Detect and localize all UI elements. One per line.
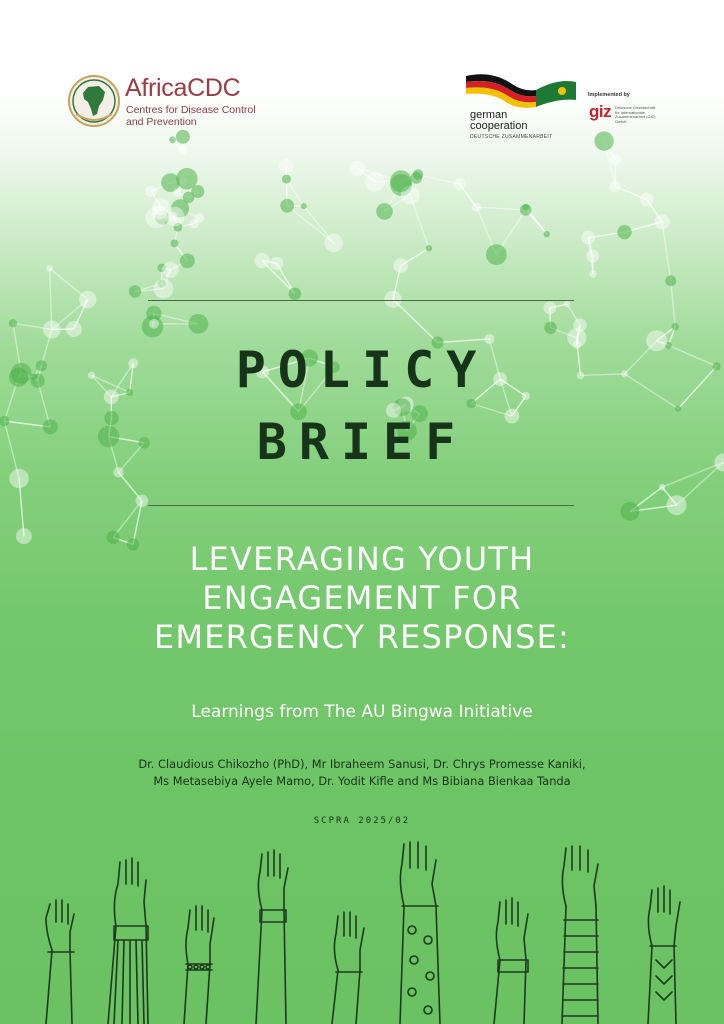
molecule-node xyxy=(586,250,599,263)
molecule-node xyxy=(454,178,466,190)
hand-5 xyxy=(332,912,364,1024)
german-line1: german xyxy=(470,109,508,121)
molecule-node xyxy=(162,262,178,278)
giz-logo xyxy=(588,92,668,132)
molecule-node xyxy=(589,270,596,277)
molecule-node xyxy=(390,170,412,192)
molecule-node xyxy=(544,302,557,315)
molecule-node xyxy=(564,301,571,308)
africa-cdc-name: AfricaCDC xyxy=(125,74,241,102)
molecule-node xyxy=(289,288,302,301)
molecule-node xyxy=(617,225,631,239)
molecule-node xyxy=(180,254,195,269)
molecule-node xyxy=(581,231,595,245)
top-divider xyxy=(148,300,574,301)
giz-wordmark: giz xyxy=(589,102,612,121)
africa-cdc-subtitle-line2: and Prevention xyxy=(126,116,197,128)
brief-label: BRIEF xyxy=(256,413,468,471)
molecule-node xyxy=(659,484,665,490)
molecule-node xyxy=(365,172,385,192)
molecule-node xyxy=(178,145,188,155)
molecule-node xyxy=(675,406,681,412)
molecule-node xyxy=(9,319,17,327)
molecule-node xyxy=(426,245,432,251)
deutsche-zusammenarbeit-text: DEUTSCHE ZUSAMMENARBEIT xyxy=(470,134,553,140)
giz-full-name: Deutsche Gesellschaft für Internationale Zusammenarbeit (GIZ) GmbH xyxy=(615,105,656,124)
document-subtitle: Learnings from The AU Bingwa Initiative xyxy=(191,702,533,722)
hand-6 xyxy=(400,842,440,1024)
german-line2: cooperation xyxy=(470,120,528,132)
molecule-node xyxy=(176,168,197,189)
molecule-node xyxy=(609,154,621,166)
authors xyxy=(0,756,724,790)
authors-line1: Dr. Claudious Chikozho (PhD), Mr Ibraheem Sanusi, Dr. Chrys Promesse Kaniki, xyxy=(138,757,586,771)
molecule-node xyxy=(66,321,82,337)
molecule-node xyxy=(169,136,176,143)
molecule-node xyxy=(544,322,556,334)
molecule-node xyxy=(145,185,157,197)
title-line2: ENGAGEMENT FOR xyxy=(202,579,522,617)
molecule-node xyxy=(171,240,179,248)
molecule-node xyxy=(79,291,96,308)
molecule-node xyxy=(620,502,639,521)
africa-cdc-logo xyxy=(66,74,276,130)
molecule-node xyxy=(520,204,532,216)
molecule-node xyxy=(189,219,199,229)
molecule-node xyxy=(270,257,283,270)
authors-line2: Ms Metasebiya Ayele Mamo, Dr. Yodit Kifle and Ms Bibiana Bienkaa Tanda xyxy=(153,774,571,788)
hand-2 xyxy=(108,858,148,1024)
molecule-node xyxy=(279,159,294,174)
hand-3 xyxy=(184,906,214,1024)
hand-4 xyxy=(256,850,288,1024)
raised-hands-illustration xyxy=(0,840,724,1024)
molecule-bond xyxy=(418,175,460,185)
molecule-node xyxy=(544,231,550,237)
molecule-node xyxy=(280,199,294,213)
policy-label: POLICY xyxy=(235,341,489,399)
molecule-node xyxy=(282,175,291,184)
molecule-node xyxy=(667,495,687,515)
molecule-node xyxy=(173,189,181,197)
hand-8 xyxy=(562,846,598,1024)
german-flag-ribbon-icon xyxy=(462,70,586,110)
molecule-node xyxy=(324,234,343,253)
german-cooperation-logo xyxy=(462,70,586,140)
hand-7 xyxy=(494,898,528,1024)
molecule-bond xyxy=(671,281,675,327)
molecule-node xyxy=(154,279,174,299)
molecule-node xyxy=(594,131,613,150)
molecule-node xyxy=(350,161,366,177)
molecule-node xyxy=(167,212,177,222)
molecule-node xyxy=(301,203,307,209)
hand-9 xyxy=(648,886,680,1024)
africa-cdc-emblem-icon xyxy=(66,74,122,130)
molecule-node xyxy=(573,318,586,331)
molecule-node xyxy=(376,203,393,220)
molecule-node xyxy=(486,244,507,265)
implemented-by-label: Implemented by xyxy=(588,92,630,98)
molecule-node xyxy=(176,130,190,144)
molecule-bond xyxy=(477,207,526,210)
german-cooperation-text xyxy=(470,110,528,132)
hand-1 xyxy=(46,900,74,1024)
molecule-node xyxy=(472,203,481,212)
molecule-node xyxy=(255,253,270,268)
title-line3: EMERGENCY RESPONSE: xyxy=(153,618,571,656)
molecule-node xyxy=(665,275,676,286)
molecule-bond xyxy=(393,299,438,342)
molecule-bond xyxy=(662,222,671,281)
molecule-node xyxy=(136,495,149,508)
africa-cdc-subtitle xyxy=(126,104,256,128)
molecule-node xyxy=(129,285,141,297)
bottom-divider xyxy=(148,505,574,506)
molecule-bond xyxy=(50,268,52,329)
molecule-node xyxy=(672,323,679,330)
africa-cdc-subtitle-line1: Centres for Disease Control xyxy=(126,104,256,116)
molecule-node xyxy=(467,399,477,409)
molecule-node xyxy=(610,181,621,192)
molecule-node xyxy=(393,258,408,273)
molecule-node xyxy=(152,198,169,215)
molecule-node xyxy=(43,321,61,339)
molecule-node xyxy=(46,265,53,272)
document-code: SCPRA 2025/02 xyxy=(313,816,411,826)
molecule-node xyxy=(411,172,423,184)
molecule-node xyxy=(654,214,669,229)
molecule-node xyxy=(149,319,159,329)
document-title xyxy=(0,540,724,657)
title-line1: LEVERAGING YOUTH xyxy=(189,540,535,578)
molecule-node xyxy=(640,193,654,207)
molecule-node xyxy=(189,314,209,334)
